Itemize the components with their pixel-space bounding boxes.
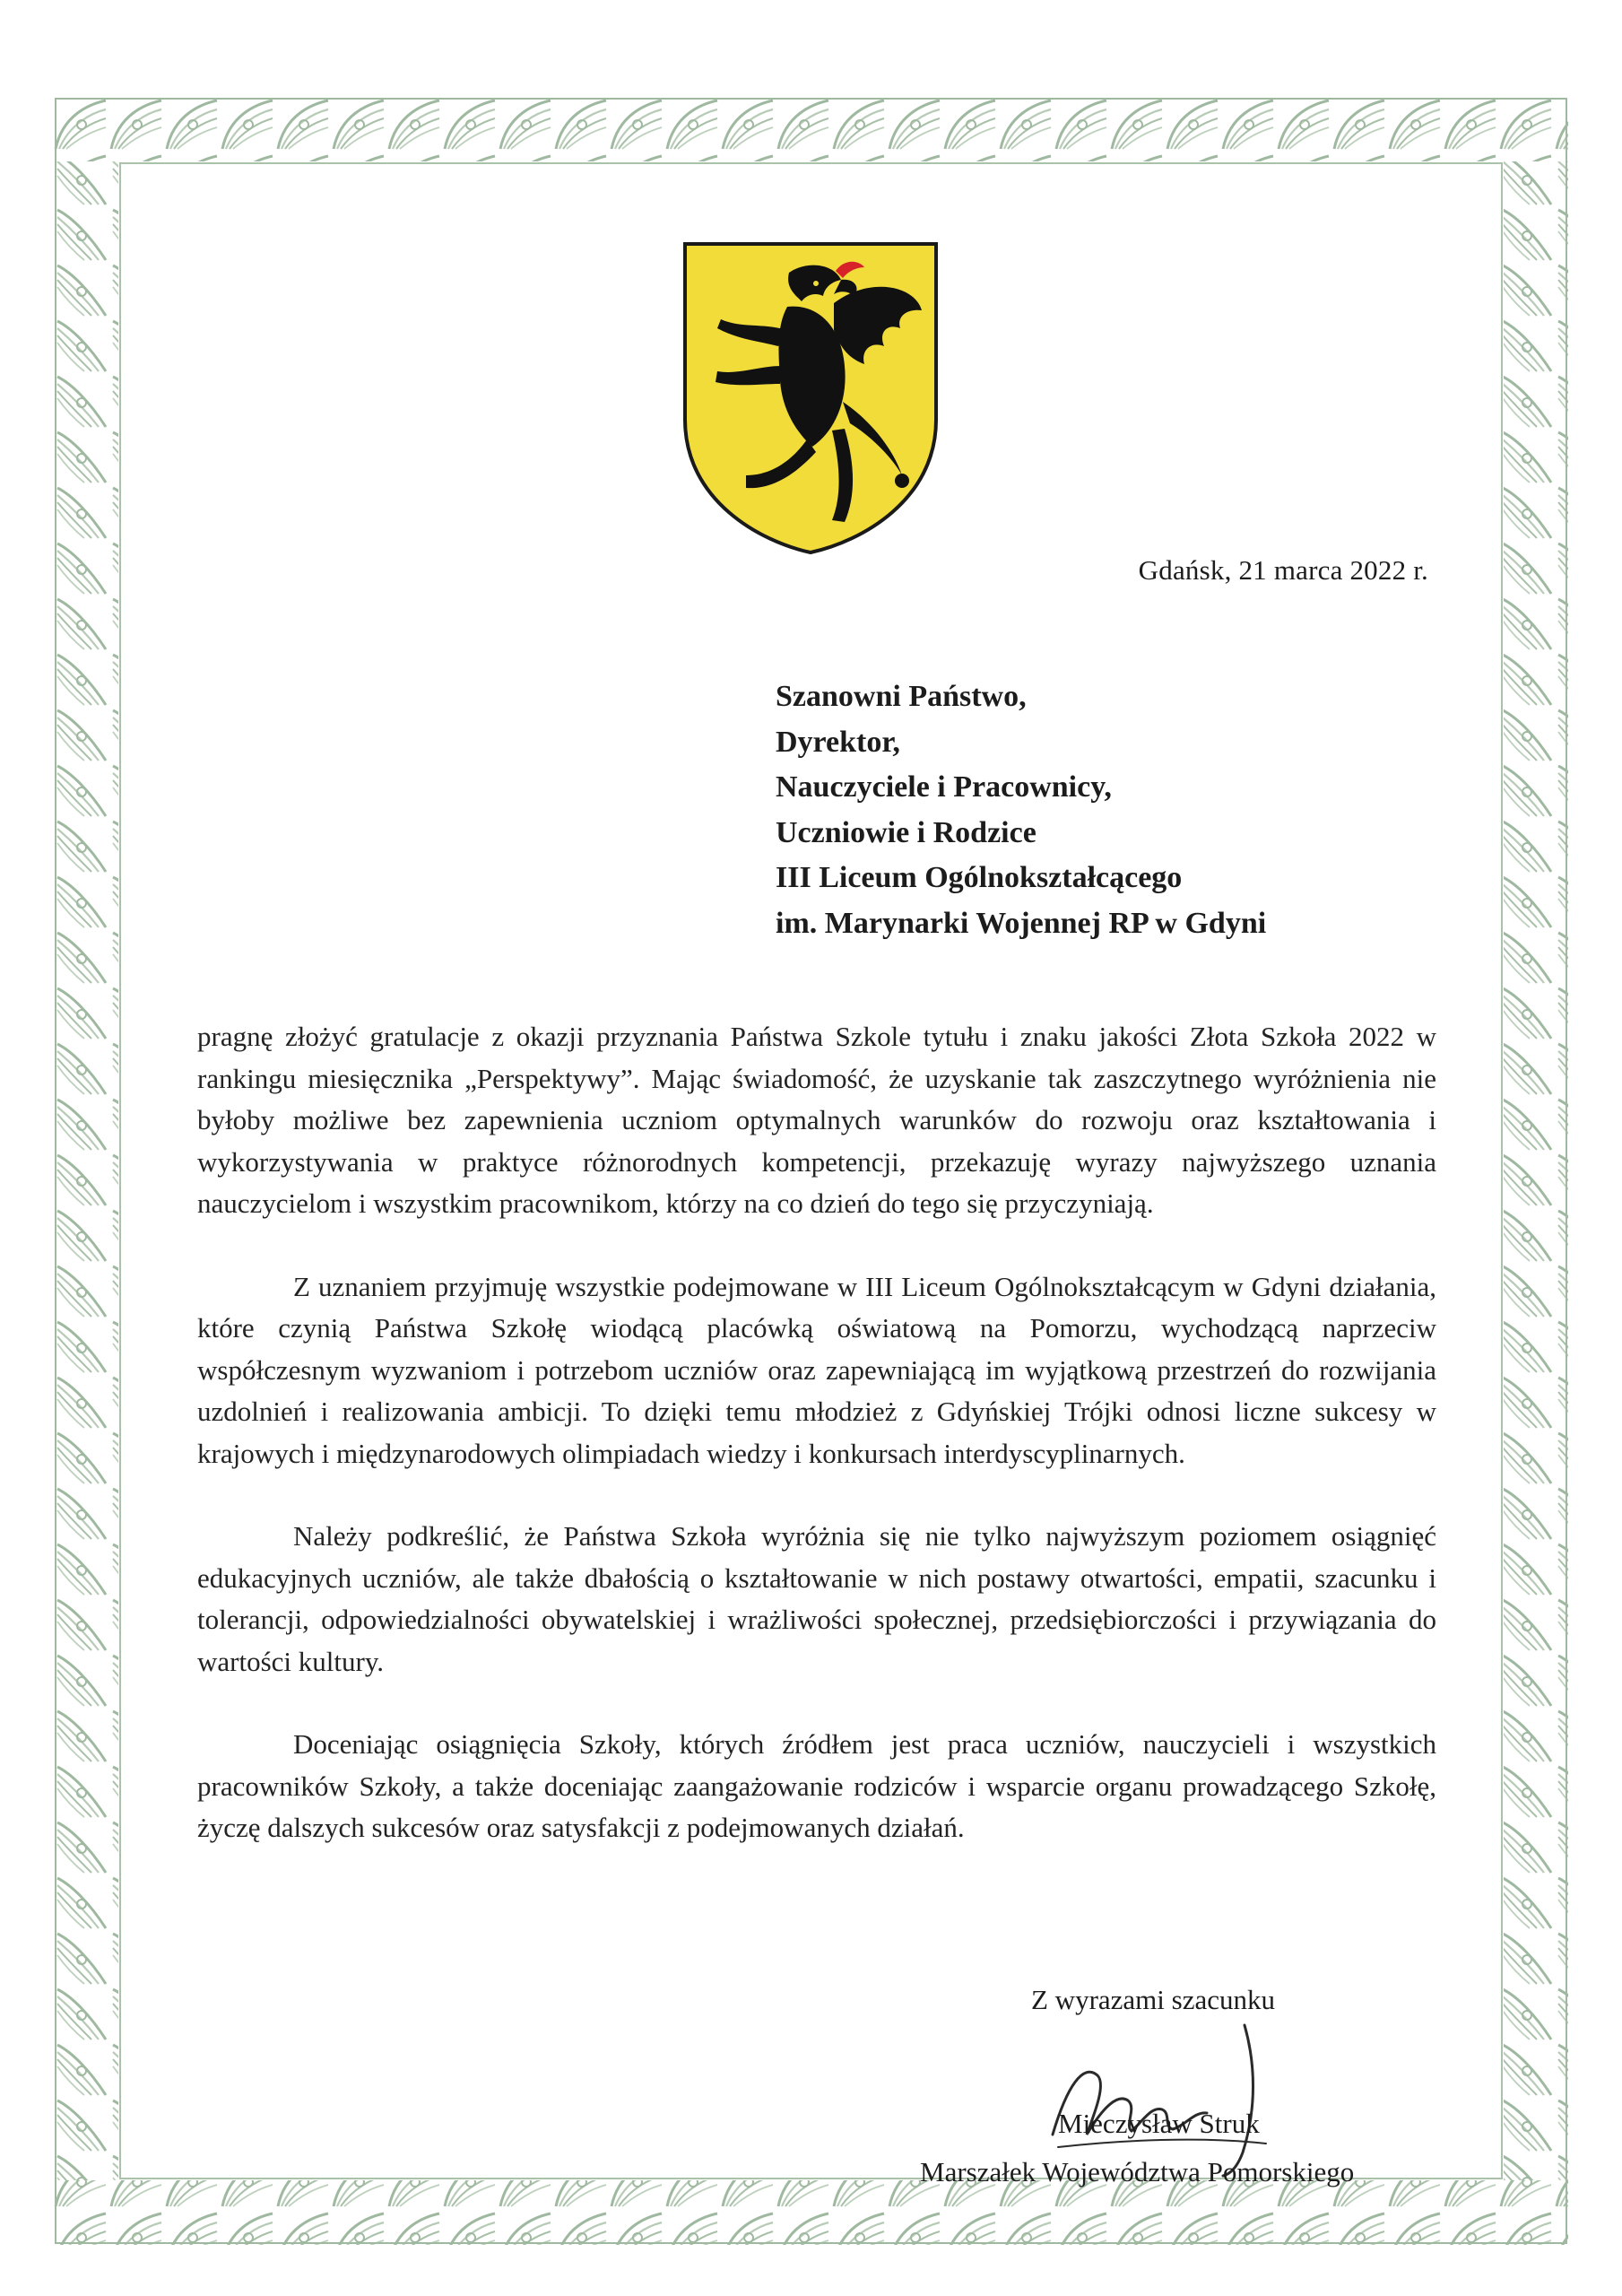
addressee-line: Dyrektor, <box>776 725 900 759</box>
addressee-line: im. Marynarki Wojennej RP w Gdyni <box>776 906 1267 940</box>
signature-icon <box>1031 2000 1318 2179</box>
letter-body <box>197 1016 1436 1891</box>
closing-phrase: Z wyrazami szacunku <box>1031 1984 1275 2015</box>
signer-title: Marszałek Województwa Pomorskiego <box>920 2156 1355 2187</box>
body-paragraph: Z uznaniem przyjmuję wszystkie podejmowane w III Liceum Ogólnokształcącym w Gdyni działania, które czynią Państwa Szkołę wiodącą placówką oświatową na Pomorzu, wychodzącą naprzeciw współczesnym wyzwaniom i potrzebom uczniów oraz zapewniającą im wyjątkową przestrzeń do rozwijania uzdolnień i realizowania ambicji. To dzięki temu młodzież z Gdyńskiej Trójki odnosi liczne sukcesy w krajowych i międzynarodowych olimpiadach wiedzy i konkursach interdyscyplinarnych. <box>197 1270 1436 1469</box>
addressee-line: Nauczyciele i Pracownicy, <box>776 770 1112 804</box>
addressee-block <box>776 674 1266 946</box>
addressee-line: Szanowni Państwo, <box>776 680 1027 713</box>
body-paragraph: pragnę złożyć gratulacje z okazji przyznania Państwa Szkole tytułu i znaku jakości Złota Szkoła 2022 w rankingu miesięcznika „Perspektywy”. Mając świadomość, że uzyskanie tak zaszczytnego wyróżnienia nie byłoby możliwe bez zapewnienia uczniom optymalnych warunków do rozwoju oraz kształtowania i wykorzystywania w praktyce różnorodnych kompetencji, przekazuję wyrazy najwyższego uznania nauczycielom i wszystkim pracownikom, którzy na co dzień do tego się przyczyniają. <box>197 1021 1436 1219</box>
addressee-line: III Liceum Ogólnokształcącego <box>776 861 1183 894</box>
addressee-line: Uczniowie i Rodzice <box>776 815 1037 849</box>
signer-name: Mieczysław Struk <box>1058 2108 1260 2139</box>
letter-date: Gdańsk, 21 marca 2022 r. <box>1138 554 1428 586</box>
coat-of-arms-icon <box>681 240 940 556</box>
body-paragraph: Doceniając osiągnięcia Szkoły, których źródłem jest praca uczniów, nauczycieli i wszystkich pracowników Szkoły, a także doceniając zaangażowanie rodziców i wsparcie organu prowadzącego Szkołę, życzę dalszych sukcesów oraz satysfakcji z podejmowanych działań. <box>197 1728 1436 1843</box>
body-paragraph: Należy podkreślić, że Państwa Szkoła wyróżnia się nie tylko najwyższym poziomem osiągnięć edukacyjnych uczniów, ale także dbałością o kształtowanie w nich postawy otwartości, empatii, szacunku i tolerancji, odpowiedzialności obywatelskiej i wrażliwości społecznej, przedsiębiorczości i przywiązania do wartości kultury. <box>197 1520 1436 1677</box>
